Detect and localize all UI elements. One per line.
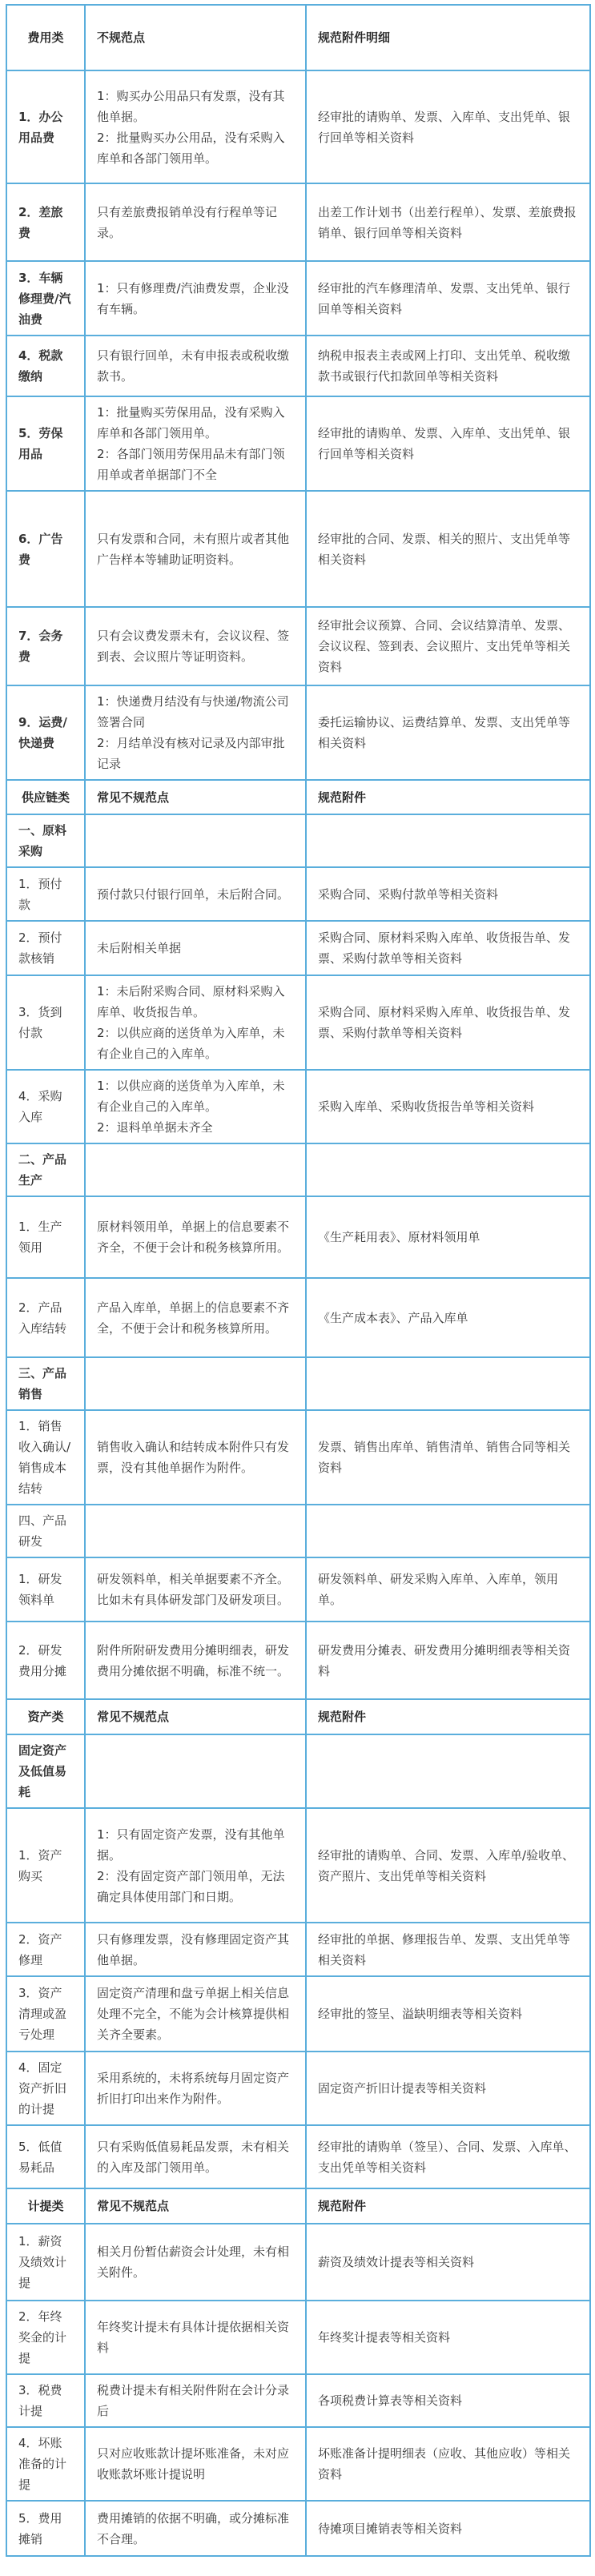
expense-category-cell: 3．税费计提 [6,2374,85,2427]
issue-text: 年终奖计提未有具体计提依据相关资料 [97,2320,290,2355]
table-row [6,1278,590,1357]
issue-text: 常见不规范点 [97,2199,170,2213]
issue-text: 1：购买办公用品只有发票，没有其他单据。 [97,88,285,124]
expense-category-cell: 7．会务费 [6,607,85,685]
standard-attachment-cell [306,1143,590,1196]
column-header-issues [85,5,306,70]
table-row [6,183,590,261]
table-row [6,1070,590,1143]
table-row [6,396,590,491]
attachment-text: 发票、销售出库单、销售清单、销售合同等相关资料 [318,1440,571,1475]
table-row [6,2125,590,2188]
expense-category-cell: 2．产品入库结转 [6,1278,85,1357]
table-row [6,2224,590,2301]
nonstandard-issue-cell [85,261,306,336]
section-header-row [6,780,590,814]
issue-text: 1：以供应商的送货单为入库单，未有企业自己的入库单。 [97,1079,285,1114]
expense-category-cell: 5．劳保用品 [6,396,85,491]
nonstandard-issue-cell [85,814,306,867]
issue-text: 产品入库单，单据上的信息要素不齐全，不便于会计和税务核算所用。 [97,1300,290,1336]
issue-text: 2：以供应商的送货单为入库单，未有企业自己的入库单。 [97,1026,285,1061]
column-header-issues [85,780,306,814]
column-header-attachments [306,780,590,814]
attachment-text: 采购合同、采购付款单等相关资料 [318,886,499,902]
nonstandard-issue-cell [85,1357,306,1410]
standard-attachment-cell [306,867,590,921]
standard-attachment-cell [306,685,590,780]
nonstandard-issue-cell [85,2052,306,2125]
attachment-text: 经审批的汽车修理清单、发票、支出凭单、银行回单等相关资料 [318,280,571,316]
attachment-text: 经审批的请购单、发票、入库单、支出凭单、银行回单等相关资料 [318,426,571,461]
standard-attachment-cell [306,1808,590,1923]
table-row [6,1196,590,1278]
nonstandard-issue-cell [85,1143,306,1196]
nonstandard-issue-cell [85,607,306,685]
issue-text: 费用摊销的依据不明确，或分摊标准不合理。 [97,2510,290,2546]
attachment-text: 出差工作计划书（出差行程单）、发票、差旅费报销单、银行回单等相关资料 [318,204,577,240]
standard-attachment-cell [306,1976,590,2052]
attachment-text: 经审批的请购单、发票、入库单、支出凭单、银行回单等相关资料 [318,109,571,145]
table-row [6,1976,590,2052]
standard-attachment-cell [306,1070,590,1143]
expense-category-cell: 6．广告费 [6,491,85,607]
nonstandard-issue-cell [85,1070,306,1143]
attachment-text: 待摊项目摊销表等相关资料 [318,2521,463,2536]
issue-text: 常见不规范点 [97,1710,170,1724]
attachment-text: 采购入库单、采购收货报告单等相关资料 [318,1099,535,1114]
issue-text: 销售收入确认和结转成本附件只有发票，没有其他单据作为附件。 [97,1440,290,1475]
nonstandard-issue-cell [85,1622,306,1699]
nonstandard-issue-cell [85,1734,306,1808]
standard-attachment-cell [306,1357,590,1410]
standard-attachment-cell [306,491,590,607]
attachment-text: 《生产成本表》、产品入库单 [318,1310,468,1325]
expense-category-cell: 2．差旅费 [6,183,85,261]
expense-category-cell: 一、原料采购 [6,814,85,867]
expense-category-cell: 9．运费/快递费 [6,685,85,780]
nonstandard-issue-cell [85,1976,306,2052]
issue-text: 2：月结单没有核对记录及内部审批记录 [97,736,285,771]
expense-category-cell: 4．坏账准备的计提 [6,2427,85,2501]
nonstandard-issue-cell [85,2427,306,2501]
issue-text: 1：快递费月结没有与快递/物流公司签署合同 [97,694,289,729]
table-row [6,70,590,183]
table-row [6,867,590,921]
standard-attachment-cell [306,70,590,183]
issue-text: 2：没有固定资产部门领用单，无法确定具体使用部门和日期。 [97,1868,285,1904]
expense-category-cell: 4．固定资产折旧的计提 [6,2052,85,2125]
nonstandard-issue-cell [85,2224,306,2301]
attachment-text: 年终奖计提表等相关资料 [318,2330,451,2345]
nonstandard-issue-cell [85,70,306,183]
table-row [6,975,590,1070]
expense-category-cell: 2．年终奖金的计提 [6,2301,85,2374]
issue-text: 1：批量购买劳保用品，没有采购入库单和各部门领用单。 [97,405,285,440]
expense-category-cell: 3．资产清理或盈亏处理 [6,1976,85,2052]
table-row [6,491,590,607]
issue-text: 研发领料单，相关单据要素不齐全。比如未有具体研发部门及研发项目。 [97,1572,290,1607]
standard-attachment-cell [306,1734,590,1808]
column-header-category: 供应链类 [6,780,85,814]
standard-attachment-cell [306,1622,590,1699]
expense-category-cell: 三、产品销售 [6,1357,85,1410]
attachment-text: 经审批的单据、修理报告单、发票、支出凭单等相关资料 [318,1931,571,1967]
nonstandard-issue-cell [85,921,306,975]
expense-category-cell: 固定资产及低值易耗 [6,1734,85,1808]
table-row [6,336,590,396]
table-row [6,1143,590,1196]
issue-text: 不规范点 [97,30,146,45]
attachment-text: 研发领料单、研发采购入库单、入库单，领用单。 [318,1572,559,1607]
issue-text: 原材料领用单，单据上的信息要素不齐全，不便于会计和税务核算所用。 [97,1220,290,1255]
nonstandard-issue-cell [85,1505,306,1557]
section-header-row [6,1699,590,1734]
standard-attachment-cell [306,2224,590,2301]
issue-text: 未后附相关单据 [97,941,182,955]
attachment-text: 规范附件 [318,1710,367,1724]
nonstandard-issue-cell [85,2125,306,2188]
standard-attachment-cell [306,183,590,261]
standard-attachment-cell [306,921,590,975]
table-row [6,921,590,975]
issue-text: 2：退料单单据未齐全 [97,1120,213,1135]
standard-attachment-cell [306,2301,590,2374]
standard-attachment-cell [306,261,590,336]
table-row [6,1923,590,1976]
standard-attachment-cell [306,814,590,867]
nonstandard-issue-cell [85,1196,306,1278]
attachment-text: 坏账准备计提明细表（应收、其他应收）等相关资料 [318,2446,571,2482]
expense-category-cell: 1．研发领料单 [6,1557,85,1622]
issue-text: 只有差旅费报销单没有行程单等记录。 [97,204,278,240]
standard-attachment-cell [306,1196,590,1278]
expense-category-cell: 二、产品生产 [6,1143,85,1196]
issue-text: 只有发票和合同，未有照片或者其他广告样本等辅助证明资料。 [97,531,290,567]
attachment-text: 各项税费计算表等相关资料 [318,2393,463,2408]
issue-text: 相关月份暂估薪资会计处理，未有相关附件。 [97,2244,290,2280]
table-row [6,1505,590,1557]
table-row [6,261,590,336]
expense-category-cell: 1．预付款 [6,867,85,921]
standard-attachment-cell [306,1410,590,1505]
expense-category-cell: 5．低值易耗品 [6,2125,85,2188]
issue-text: 1：只有固定资产发票，没有其他单据。 [97,1827,285,1863]
column-header-category: 资产类 [6,1699,85,1734]
issue-text: 附件所附研发费用分摊明细表，研发费用分摊依据不明确，标准不统一。 [97,1642,290,1678]
expense-category-cell: 3．货到付款 [6,975,85,1070]
column-header-attachments [306,5,590,70]
expense-category-cell: 四、产品研发 [6,1505,85,1557]
issue-text: 1：未后附采购合同、原材料采购入库单、收货报告单。 [97,984,285,1019]
attachment-text: 固定资产折旧计提表等相关资料 [318,2081,487,2096]
table-row [6,1410,590,1505]
expense-category-cell: 4．采购入库 [6,1070,85,1143]
nonstandard-issue-cell [85,396,306,491]
table-row [6,607,590,685]
standard-attachment-cell [306,2052,590,2125]
nonstandard-issue-cell [85,1923,306,1976]
nonstandard-issue-cell [85,2301,306,2374]
table-row [6,2301,590,2374]
standard-attachment-cell [306,396,590,491]
expense-category-cell: 2．预付款核销 [6,921,85,975]
expense-category-cell: 1．销售收入确认/销售成本结转 [6,1410,85,1505]
table-body [6,5,590,2556]
nonstandard-issue-cell [85,975,306,1070]
standard-attachment-cell [306,2427,590,2501]
section-header-row [6,5,590,70]
standard-attachment-cell [306,975,590,1070]
nonstandard-issue-cell [85,2501,306,2556]
table-row [6,1357,590,1410]
expense-category-cell: 1．生产领用 [6,1196,85,1278]
attachment-text: 《生产耗用表》、原材料领用单 [318,1230,480,1244]
nonstandard-issue-cell [85,1808,306,1923]
attachment-text: 规范附件明细 [318,30,391,45]
attachment-text: 规范附件 [318,790,367,805]
standard-attachment-cell [306,336,590,396]
standard-attachment-cell [306,2501,590,2556]
nonstandard-issue-cell [85,336,306,396]
table-row [6,1622,590,1699]
issue-text: 2：批量购买办公用品，没有采购入库单和各部门领用单。 [97,130,285,166]
standard-attachment-cell [306,607,590,685]
issue-text: 预付款只付银行回单，未后附合同。 [97,886,290,902]
standard-attachment-cell [306,2374,590,2427]
nonstandard-issue-cell [85,2374,306,2427]
attachment-text: 委托运输协议、运费结算单、发票、支出凭单等相关资料 [318,715,571,750]
expense-norms-table [6,4,591,2557]
expense-category-cell: 1．薪资及绩效计提 [6,2224,85,2301]
attachment-text: 经审批的合同、发票、相关的照片、支出凭单等相关资料 [318,531,571,567]
attachment-text: 研发费用分摊表、研发费用分摊明细表等相关资料 [318,1642,571,1678]
nonstandard-issue-cell [85,685,306,780]
expense-category-cell: 3．车辆修理费/汽油费 [6,261,85,336]
table-row [6,2374,590,2427]
column-header-category: 费用类 [6,5,85,70]
attachment-text: 采购合同、原材料采购入库单、收货报告单、发票、采购付款单等相关资料 [318,930,571,966]
table-row [6,2052,590,2125]
expense-category-cell: 1．资产购买 [6,1808,85,1923]
standard-attachment-cell [306,1278,590,1357]
issue-text: 采用系统的，未将系统每月固定资产折旧打印出来作为附件。 [97,2071,290,2106]
standard-attachment-cell [306,1557,590,1622]
attachment-text: 采购合同、原材料采购入库单、收货报告单、发票、采购付款单等相关资料 [318,1005,571,1040]
issue-text: 1：只有修理费/汽油费发票，企业没有车辆。 [97,280,289,316]
expense-category-cell: 4．税款缴纳 [6,336,85,396]
column-header-attachments [306,1699,590,1734]
standard-attachment-cell [306,1923,590,1976]
issue-text: 税费计提未有相关附件附在会计分录后 [97,2383,290,2418]
nonstandard-issue-cell [85,1410,306,1505]
expense-category-cell: 2．研发费用分摊 [6,1622,85,1699]
attachment-text: 经审批的请购单、合同、发票、入库单/验收单、资产照片、支出凭单等相关资料 [318,1847,575,1883]
issue-text: 只有采购低值易耗品发票，未有相关的入库及部门领用单。 [97,2139,290,2175]
attachment-text: 规范附件 [318,2199,367,2213]
attachment-text: 薪资及绩效计提表等相关资料 [318,2255,475,2269]
issue-text: 只有修理发票，没有修理固定资产其他单据。 [97,1931,290,1967]
table-row [6,1734,590,1808]
nonstandard-issue-cell [85,1557,306,1622]
attachment-text: 经审批会议预算、合同、会议结算清单、发票、会议议程、签到表、会议照片、支出凭单等相关资料 [318,618,571,674]
section-header-row [6,2188,590,2224]
standard-attachment-cell [306,1505,590,1557]
table-row [6,814,590,867]
attachment-text: 经审批的请购单（签呈）、合同、发票、入库单、支出凭单等相关资料 [318,2139,577,2175]
issue-text: 2：各部门领用劳保用品未有部门领用单或者单据部门不全 [97,447,285,482]
attachment-text: 经审批的签呈、溢缺明细表等相关资料 [318,2007,523,2021]
table-row [6,685,590,780]
nonstandard-issue-cell [85,491,306,607]
column-header-category: 计提类 [6,2188,85,2224]
nonstandard-issue-cell [85,183,306,261]
standard-attachment-cell [306,2125,590,2188]
table-row [6,2427,590,2501]
column-header-issues [85,1699,306,1734]
table-row [6,1557,590,1622]
issue-text: 固定资产清理和盘亏单据上相关信息处理不完全，不能为会计核算提供相关齐全要素。 [97,1986,290,2042]
nonstandard-issue-cell [85,1278,306,1357]
issue-text: 只有会议费发票未有，会议议程、签到表、会议照片等证明资料。 [97,629,290,664]
table-row [6,1808,590,1923]
table-row [6,2501,590,2556]
issue-text: 常见不规范点 [97,790,170,805]
issue-text: 只有银行回单，未有申报表或税收缴款书。 [97,348,290,384]
attachment-text: 纳税申报表主表或网上打印、支出凭单、税收缴款书或银行代扣款回单等相关资料 [318,348,571,384]
column-header-issues [85,2188,306,2224]
issue-text: 只对应收账款计提坏账准备，未对应收账款坏账计提说明 [97,2446,290,2482]
expense-category-cell: 5．费用摊销 [6,2501,85,2556]
expense-category-cell: 2．资产修理 [6,1923,85,1976]
expense-category-cell: 1．办公用品费 [6,70,85,183]
column-header-attachments [306,2188,590,2224]
nonstandard-issue-cell [85,867,306,921]
